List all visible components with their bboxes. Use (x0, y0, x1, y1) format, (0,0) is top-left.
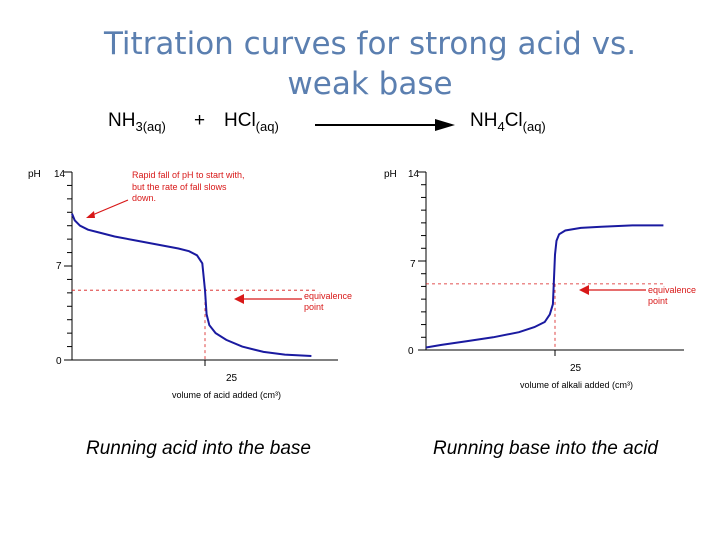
annotation-rapid-fall-text: Rapid fall of pH to start with, but the rate of fall slows down. (132, 170, 245, 204)
annotation-equivalence-right (648, 285, 704, 315)
annotation-arrowhead-rapid-fall (86, 211, 95, 218)
y-tick-label-0: 0 (408, 346, 414, 357)
annotation-equivalence-left-text: equivalence point (304, 291, 353, 312)
reactant2-formula: HCl (224, 110, 256, 131)
product-tail: Cl (504, 110, 523, 131)
y-tick-label-14: 14 (54, 169, 66, 180)
product-ammonium-chloride (470, 110, 546, 134)
x-tick-label-25: 25 (570, 363, 582, 374)
titration-curve (72, 214, 311, 356)
product-state: (aq) (522, 118, 546, 134)
annotation-equivalence-left (304, 291, 368, 321)
titration-chart-acid-into-base (20, 160, 370, 405)
caption-left: Running acid into the base (86, 438, 311, 459)
reactant1-subscript: 3 (135, 118, 143, 134)
reactant-ammonia (108, 110, 166, 134)
annotation-rapid-fall (132, 170, 252, 215)
y-tick-label-7: 7 (410, 259, 416, 270)
y-tick-label-0: 0 (56, 356, 62, 367)
reaction-arrow-icon (315, 118, 460, 132)
annotation-equivalence-right-text: equivalence point (648, 285, 697, 306)
y-tick-label-14: 14 (408, 169, 420, 180)
x-axis-label: volume of acid added (cm³) (172, 390, 282, 400)
titration-curve (426, 225, 663, 347)
y-axis-label: pH (28, 169, 41, 180)
reactant1-state: (aq) (142, 118, 166, 134)
annotation-arrowhead-equivalence-left (234, 294, 244, 304)
annotation-arrow-rapid-fall (90, 200, 128, 216)
slide-title: Titration curves for strong acid vs. weak base (103, 26, 637, 103)
plus-sign: + (194, 110, 206, 131)
y-axis-label: pH (384, 169, 397, 180)
reactant1-formula: NH (108, 110, 136, 131)
reactant-hcl (224, 110, 279, 134)
product-subscript: 4 (497, 118, 505, 134)
caption-right: Running base into the acid (433, 438, 658, 459)
titration-chart-base-into-acid (380, 160, 705, 405)
annotation-arrowhead-equivalence-right (579, 285, 589, 295)
product-formula: NH (470, 110, 498, 131)
reactant2-state: (aq) (255, 118, 279, 134)
x-tick-label-25: 25 (226, 373, 238, 384)
y-tick-label-7: 7 (56, 261, 62, 272)
x-axis-label: volume of alkali added (cm³) (520, 380, 634, 390)
